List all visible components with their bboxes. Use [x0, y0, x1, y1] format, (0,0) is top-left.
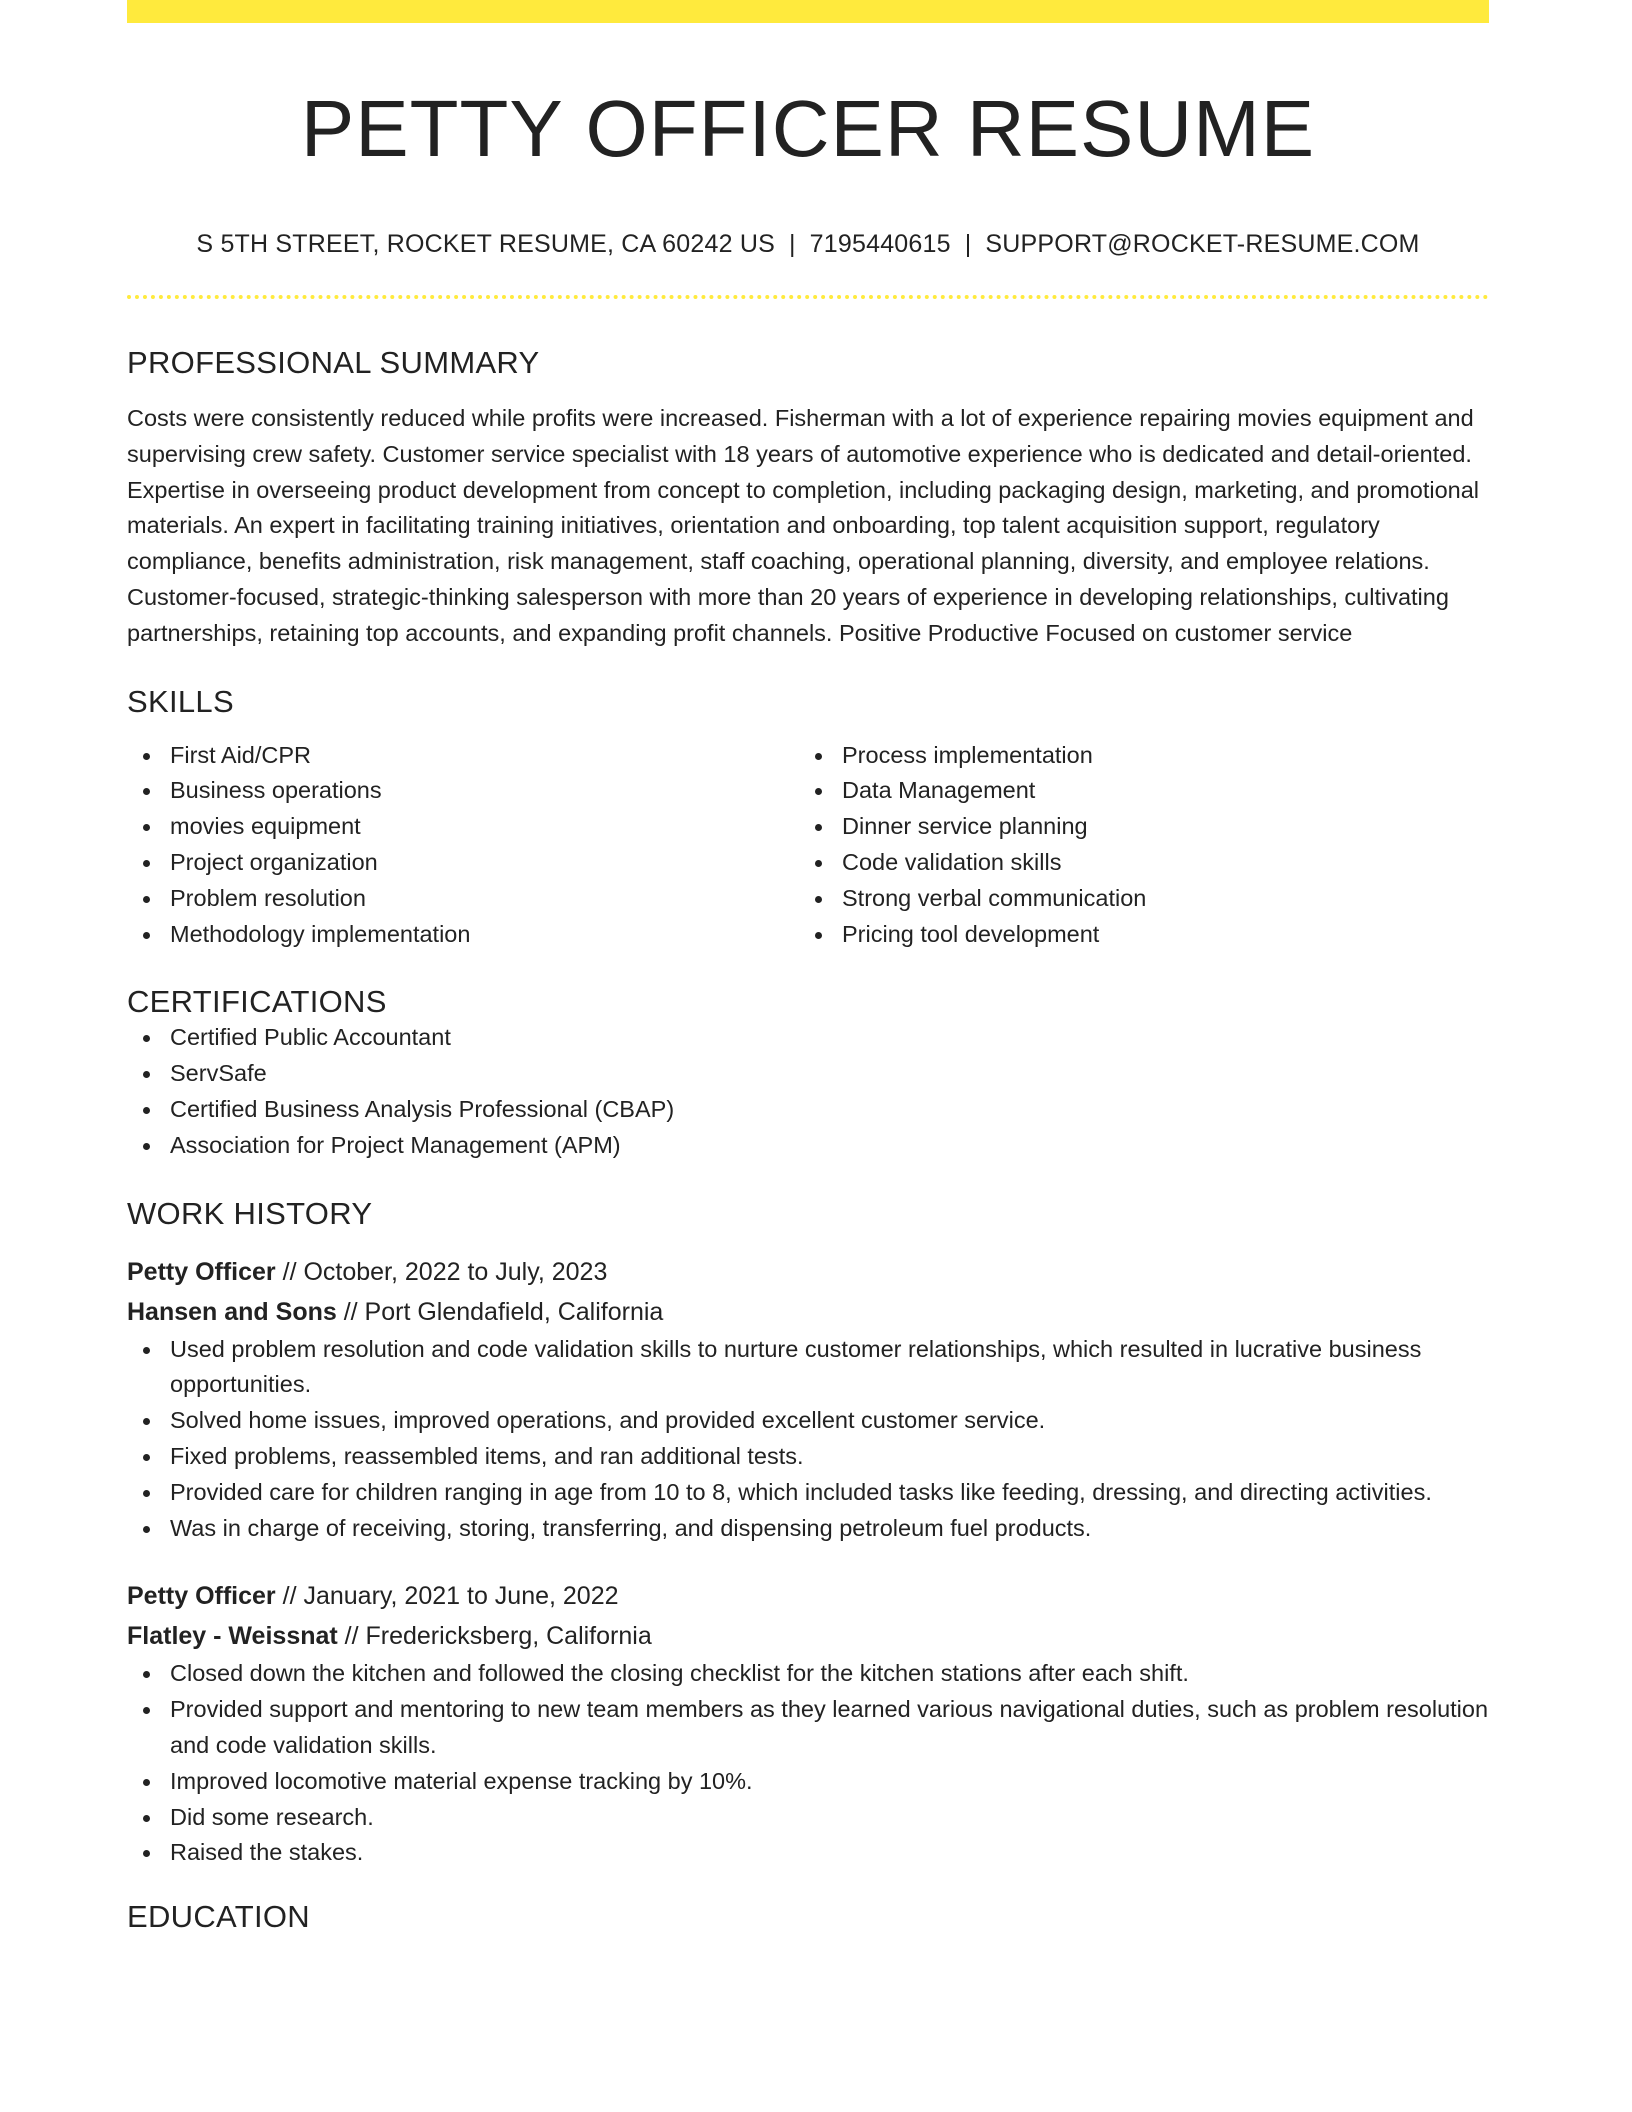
education-heading: EDUCATION: [127, 1899, 310, 1935]
job-duties-list: [127, 1656, 1489, 1871]
job-duty-item: Improved locomotive material expense tracking by 10%.: [127, 1764, 1489, 1800]
job-entry: [127, 1252, 1489, 1547]
job-role: Petty Officer: [127, 1257, 276, 1286]
job-role: Petty Officer: [127, 1582, 276, 1611]
job-duty-item: Closed down the kitchen and followed the closing checklist for the kitchen stations after each shift.: [127, 1656, 1489, 1692]
certification-item: Certified Business Analysis Professional (CBAP): [127, 1092, 1489, 1128]
job-company: Hansen and Sons: [127, 1297, 337, 1326]
skill-item: Dinner service planning: [799, 809, 1471, 845]
skill-item: Code validation skills: [799, 845, 1471, 881]
job-company-line: [127, 1616, 1489, 1656]
job-role-line: [127, 1252, 1489, 1292]
job-duties-list: [127, 1332, 1489, 1547]
job-location: // Port Glendafield, California: [336, 1297, 664, 1326]
summary-text: Costs were consistently reduced while profits were increased. Fisherman with a lot of experience repairing movies equipment and supervising crew safety. Customer service specialist with 18 years of automotive experience who is dedicated and detail-oriented. Expertise in overseeing product development from concept to completion, including packaging design, marketing, and promotional materials. An expert in facilitating training initiatives, orientation and onboarding, top talent acquisition support, regulatory compliance, benefits administration, risk management, staff coaching, operational planning, diversity, and employee relations. Customer-focused, strategic-thinking salesperson with more than 20 years of experience in developing relationships, cultivating partnerships, retaining top accounts, and expanding profit channels. Positive Productive Focused on customer service: [127, 405, 1480, 646]
skill-item: movies equipment: [127, 809, 799, 845]
certifications-list: [127, 1020, 1489, 1163]
skills-list-right: [799, 738, 1471, 953]
skill-item: First Aid/CPR: [127, 738, 799, 774]
skill-item: Project organization: [127, 845, 799, 881]
certification-item: Certified Public Accountant: [127, 1020, 1489, 1056]
job-company: Flatley - Weissnat: [127, 1622, 338, 1651]
job-location: // Fredericksberg, California: [337, 1622, 652, 1651]
contact-email: SUPPORT@ROCKET-RESUME.COM: [985, 230, 1420, 258]
contact-phone: 7195440615: [809, 230, 951, 258]
skill-item: Process implementation: [799, 738, 1471, 774]
job-entry: [127, 1576, 1489, 1871]
skills-column-left: [127, 738, 799, 953]
work-history-heading: WORK HISTORY: [127, 1195, 373, 1231]
job-duty-item: Was in charge of receiving, storing, transferring, and dispensing petroleum fuel products.: [127, 1511, 1489, 1547]
skills-grid: [127, 738, 1489, 953]
job-duty-item: Provided care for children ranging in age from 10 to 8, which included tasks like feeding, dressing, and directing activities.: [127, 1475, 1489, 1511]
skills-column-right: [799, 738, 1471, 953]
job-duty-item: Fixed problems, reassembled items, and ran additional tests.: [127, 1439, 1489, 1475]
contact-separator: |: [788, 230, 796, 258]
job-company-line: [127, 1292, 1489, 1332]
certifications-heading: CERTIFICATIONS: [127, 984, 387, 1020]
resume-title: PETTY OFFICER RESUME: [300, 84, 1316, 173]
skill-item: Business operations: [127, 773, 799, 809]
certification-item: ServSafe: [127, 1056, 1489, 1092]
certification-item: Association for Project Management (APM): [127, 1128, 1489, 1164]
skill-item: Pricing tool development: [799, 917, 1471, 953]
job-duty-item: Used problem resolution and code validation skills to nurture customer relationships, which resulted in lucrative business opportunities.: [127, 1332, 1489, 1404]
skill-item: Methodology implementation: [127, 917, 799, 953]
resume-page: [127, 0, 1489, 1935]
job-dates: // October, 2022 to July, 2023: [275, 1257, 608, 1286]
job-duty-item: Raised the stakes.: [127, 1835, 1489, 1871]
skill-item: Data Management: [799, 773, 1471, 809]
contact-separator: |: [964, 230, 972, 258]
skills-heading: SKILLS: [127, 683, 234, 719]
job-duty-item: Did some research.: [127, 1800, 1489, 1836]
job-dates: // January, 2021 to June, 2022: [275, 1582, 619, 1611]
skill-item: Problem resolution: [127, 881, 799, 917]
contact-address: S 5TH STREET, ROCKET RESUME, CA 60242 US: [196, 230, 775, 258]
skills-list-left: [127, 738, 799, 953]
skill-item: Strong verbal communication: [799, 881, 1471, 917]
job-role-line: [127, 1576, 1489, 1616]
contact-line: [127, 230, 1489, 259]
job-duty-item: Provided support and mentoring to new team members as they learned various navigational duties, such as problem resolution and code validation skills.: [127, 1692, 1489, 1764]
job-duty-item: Solved home issues, improved operations, and provided excellent customer service.: [127, 1403, 1489, 1439]
top-accent-bar: [127, 0, 1489, 23]
summary-heading: PROFESSIONAL SUMMARY: [127, 345, 540, 380]
dotted-divider: [127, 295, 1489, 299]
